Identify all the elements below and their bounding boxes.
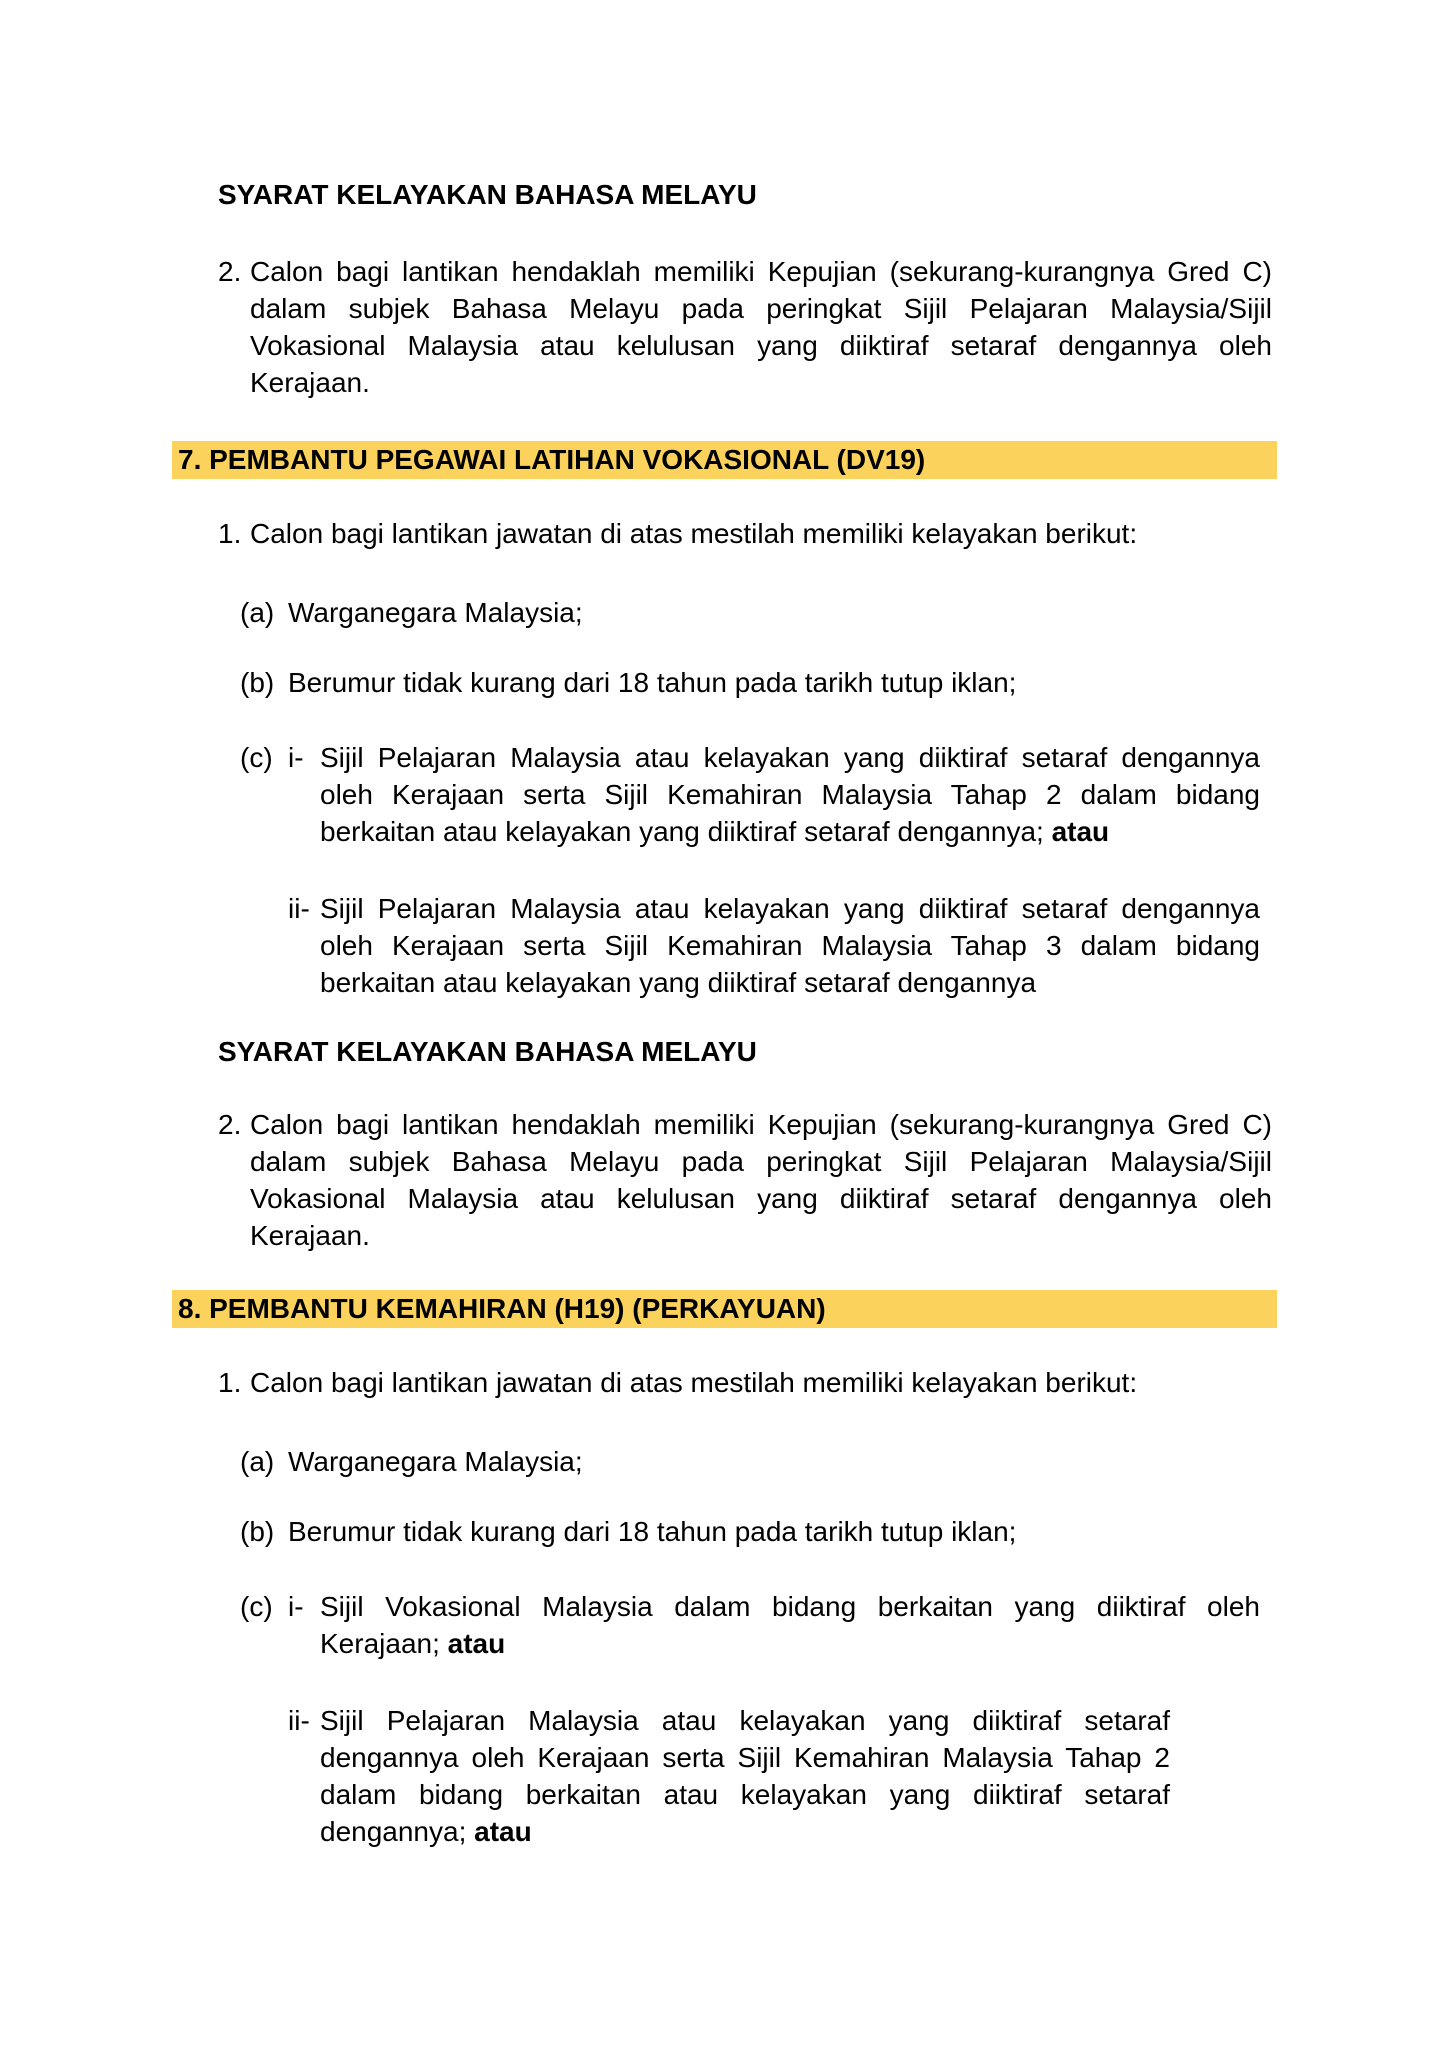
item-text-body: Sijil Pelajaran Malaysia atau kelayakan yang diiktiraf setaraf dengannya oleh Kerajaan serta Sijil Kemahiran Malaysia Tahap 2 dalam bidang berkaitan atau kelayakan yang diiktiraf setaraf dengannya; <box>320 742 1260 847</box>
item-label: (c) <box>240 1591 273 1622</box>
section-8-intro <box>218 1364 1448 1401</box>
item-text: Warganegara Malaysia; <box>288 1446 583 1477</box>
item-label: (b) <box>240 667 275 698</box>
item-roman-numeral: ii- <box>288 893 310 924</box>
item-text-bold-suffix: atau <box>1043 816 1110 847</box>
bm-requirement-paragraph-bottom <box>218 1106 1448 1254</box>
item-text <box>320 890 1260 1001</box>
item-label <box>240 890 288 1001</box>
section-8-item-c-ii <box>240 1702 1448 1850</box>
item-label: (b) <box>240 1516 275 1547</box>
item-text-bold-suffix: atau <box>466 1816 532 1847</box>
paragraph-number: 1. <box>218 1367 242 1398</box>
bm-requirement-heading-bottom: SYARAT KELAYAKAN BAHASA MELAYU <box>218 1036 757 1067</box>
item-label: (a) <box>240 1446 275 1477</box>
item-label <box>240 1702 288 1850</box>
paragraph-text: Calon bagi lantikan hendaklah memiliki Kepujian (sekurang-kurangnya Gred C) dalam subjek Bahasa Melayu pada peringkat Sijil Pelajaran Malaysia/Sijil Vokasional Malaysia atau kelulusan yang diiktiraf setaraf dengannya oleh Kerajaan. <box>250 1109 1272 1251</box>
section-7-item-b <box>240 664 1448 701</box>
item-text <box>320 1588 1260 1662</box>
bm-requirement-heading-top: SYARAT KELAYAKAN BAHASA MELAYU <box>218 179 757 210</box>
item-text: Berumur tidak kurang dari 18 tahun pada tarikh tutup iklan; <box>288 1516 1017 1547</box>
section-7-heading: 7. PEMBANTU PEGAWAI LATIHAN VOKASIONAL (DV19) <box>172 441 1277 479</box>
section-8-item-c-i <box>240 1588 1448 1662</box>
section-7-item-c-i <box>240 739 1448 850</box>
item-roman-numeral: i- <box>288 1591 304 1622</box>
item-label: (c) <box>240 742 273 773</box>
item-text-body: Sijil Pelajaran Malaysia atau kelayakan yang diiktiraf setaraf dengannya oleh Kerajaan serta Sijil Kemahiran Malaysia Tahap 3 dalam bidang berkaitan atau kelayakan yang diiktiraf setaraf dengannya <box>320 893 1260 998</box>
paragraph-number: 2. <box>218 1109 242 1140</box>
item-text-bold-suffix: atau <box>439 1628 506 1659</box>
item-roman-numeral: i- <box>288 742 304 773</box>
item-text: Berumur tidak kurang dari 18 tahun pada tarikh tutup iklan; <box>288 667 1017 698</box>
item-text <box>320 739 1260 850</box>
bm-requirement-paragraph-top <box>218 253 1448 401</box>
item-text-body: Sijil Vokasional Malaysia dalam bidang berkaitan yang diiktiraf oleh Kerajaan; <box>320 1591 1260 1659</box>
paragraph-text: Calon bagi lantikan hendaklah memiliki Kepujian (sekurang-kurangnya Gred C) dalam subjek Bahasa Melayu pada peringkat Sijil Pelajaran Malaysia/Sijil Vokasional Malaysia atau kelulusan yang diiktiraf setaraf dengannya oleh Kerajaan. <box>250 256 1272 398</box>
item-text: Warganegara Malaysia; <box>288 597 583 628</box>
paragraph-text: Calon bagi lantikan jawatan di atas mestilah memiliki kelayakan berikut: <box>250 518 1138 549</box>
paragraph-number: 1. <box>218 518 242 549</box>
paragraph-text: Calon bagi lantikan jawatan di atas mestilah memiliki kelayakan berikut: <box>250 1367 1138 1398</box>
paragraph-number: 2. <box>218 256 242 287</box>
item-text <box>320 1702 1170 1850</box>
section-7-intro <box>218 515 1448 552</box>
section-8-item-a <box>240 1443 1448 1480</box>
section-7-item-c-ii <box>240 890 1448 1001</box>
item-label: (a) <box>240 597 275 628</box>
section-8-heading: 8. PEMBANTU KEMAHIRAN (H19) (PERKAYUAN) <box>172 1290 1277 1328</box>
section-7-item-a <box>240 594 1448 631</box>
item-text-body: Sijil Pelajaran Malaysia atau kelayakan yang diiktiraf setaraf dengannya oleh Kerajaan serta Sijil Kemahiran Malaysia Tahap 2 dalam bidang berkaitan atau kelayakan yang diiktiraf setaraf dengannya; <box>320 1705 1170 1847</box>
section-8-item-b <box>240 1513 1448 1550</box>
item-roman-numeral: ii- <box>288 1705 310 1736</box>
